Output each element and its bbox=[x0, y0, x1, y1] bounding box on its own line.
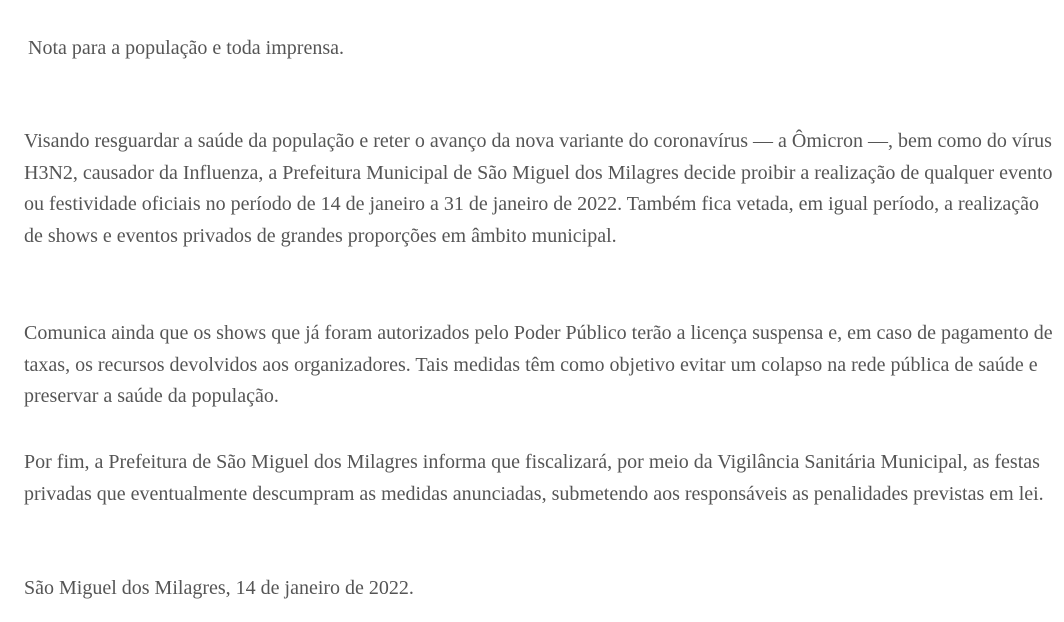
note-heading: Nota para a população e toda imprensa. bbox=[28, 37, 344, 59]
signature-date-line: São Miguel dos Milagres, 14 de janeiro de 2022. bbox=[24, 577, 414, 599]
paragraph-event-ban: Visando resguardar a saúde da população e reter o avanço da nova variante do coronavírus — a Ômicron —, bem como do vírus H3N2, causador da Influenza, a Prefeitura Municipal de São Miguel dos Milagres decide proibir a realização de qualquer evento ou festividade oficiais no período de 14 de janeiro a 31 de janeiro de 2022. Também fica vetada, em igual período, a realização de shows e eventos privados de grandes proporções em âmbito municipal. bbox=[24, 130, 1053, 247]
paragraph-license-suspension: Comunica ainda que os shows que já foram autorizados pelo Poder Público terão a licença suspensa e, em caso de pagamento de taxas, os recursos devolvidos aos organizadores. Tais medidas têm como objetivo evitar um colapso na rede pública de saúde e preservar a saúde da população. bbox=[24, 322, 1053, 407]
paragraph-inspection: Por fim, a Prefeitura de São Miguel dos Milagres informa que fiscalizará, por meio da Vigilância Sanitária Municipal, as festas privadas que eventualmente descumpram as medidas anunciadas, submetendo aos responsáveis as penalidades previstas em lei. bbox=[24, 451, 1044, 505]
